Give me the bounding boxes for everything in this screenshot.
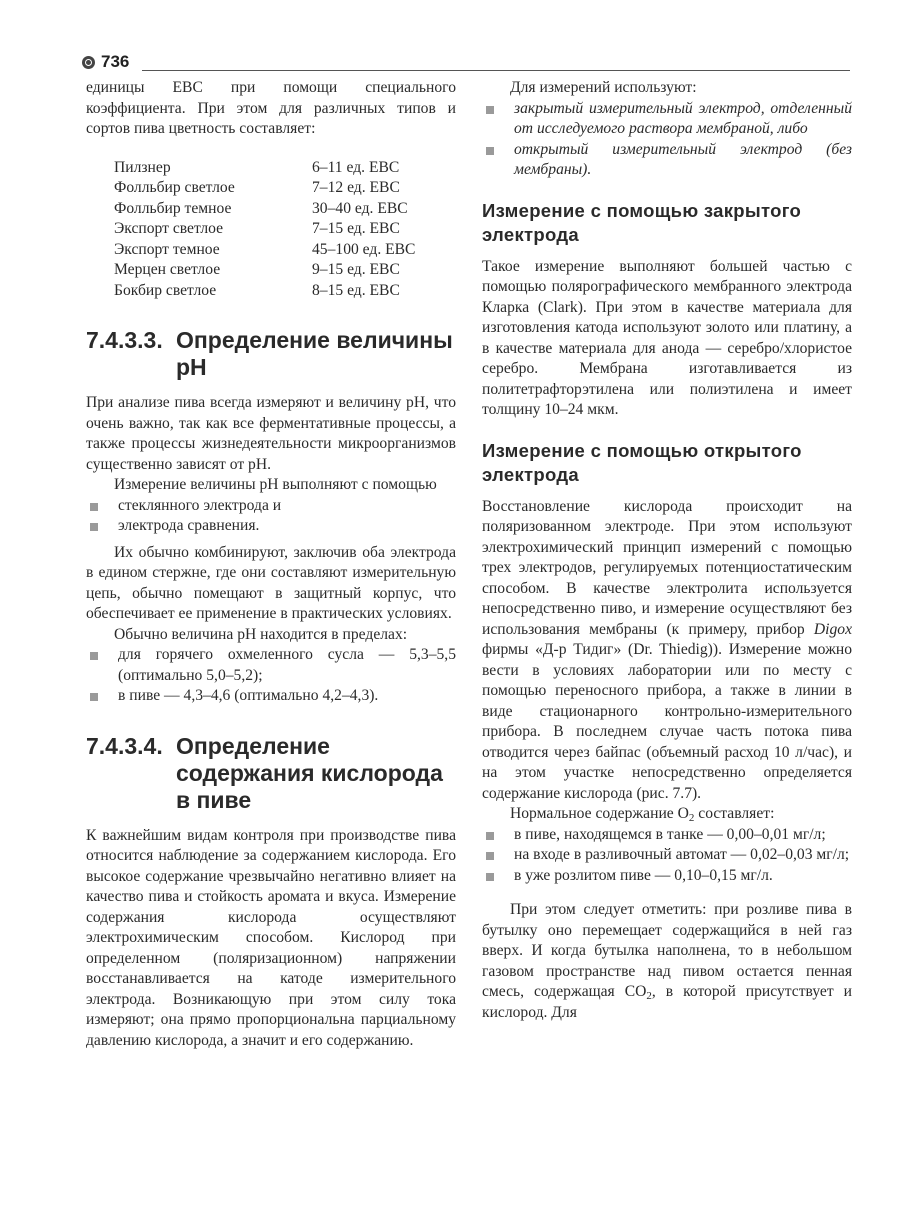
header-rule — [142, 70, 850, 71]
table-row: Мерцен светлое 9–15 ед. EBC — [114, 261, 400, 278]
paragraph: При анализе пива всегда измеряют и величину pH, что очень важно, так как все ферментативные процессы, а также процессы жизнедеятельности микроорганизмов существенно зависят от pH. — [86, 394, 456, 473]
list-item: в пиве, находящемся в танке — 0,00–0,01 мг/л; — [482, 825, 852, 846]
table-row: Фолльбир светлое 7–12 ед. EBC — [114, 179, 400, 196]
list-item: стеклянного электрода и — [86, 496, 456, 517]
list-item: для горячего охмеленного сусла — 5,3–5,5 (оптимально 5,0–5,2); — [86, 645, 456, 686]
table-row: Фолльбир темное 30–40 ед. EBC — [114, 199, 408, 217]
list-item: электрода сравнения. — [86, 516, 456, 537]
bullet-list — [86, 645, 456, 707]
subsection-heading-open-electrode: Измерение с помощью открытого электрода — [482, 439, 802, 485]
section-heading-oxygen — [86, 733, 456, 814]
list-item: в пиве — 4,3–4,6 (оптимально 4,2–4,3). — [86, 686, 456, 707]
page-number-text: 736 — [101, 52, 130, 71]
section-number: 7.4.3.3. — [86, 327, 163, 353]
left-column — [86, 78, 456, 1051]
color-table — [114, 158, 415, 302]
paragraph: Нормальное содержание $O_2$ составляет: — [510, 805, 775, 824]
intro-paragraph: единицы EBC при помощи специального коэффициента. При этом для различных типов и сортов пива цветность составляет: — [86, 79, 456, 137]
paragraph: Измерение величины pH выполняют с помощью — [114, 476, 437, 493]
paragraph: Такое измерение выполняют большей частью с помощью полярографического мембранного электрода Кларка (Clark). При этом в качестве материала для изготовления катода используют золото или платину, а в качестве материала для анода — серебро/хлористое серебро. Мембрана изготавливается из политетрафторэтилена или полиэтилена и имеет толщину 10–24 мкм. — [482, 257, 852, 418]
paragraph: Для измерений используют: — [510, 79, 697, 96]
list-item: открытый измерительный электрод (без мембраны). — [482, 140, 852, 181]
table-row: Пилзнер 6–11 ед. EBC — [114, 158, 400, 176]
page-marker-icon — [82, 56, 95, 69]
paragraph: К важнейшим видам контроля при производстве пива относится наблюдение за содержанием кислорода. Его высокое содержание чрезвычайно негативно влияет на качество пива и стойкость аромата и вкуса. Измерение содержания кислорода осуществляют электрохимическим способом. Кислород при определенном (поляризационном) напряжении восстанавливается на катоде измерительного электрода. Возникающую при этом силу тока измеряют; она прямо пропорциональна парциальному давлению кислорода, а значит и его содержанию. — [86, 826, 456, 1049]
paragraph: Их обычно комбинируют, заключив оба электрода в едином стержне, где они составляют измерительную цепь, обычно помещают в защитный корпус, что обеспечивает ее применение в практических условиях. — [86, 543, 456, 622]
list-item: на входе в разливочный автомат — 0,02–0,03 мг/л; — [482, 845, 852, 866]
paragraph: Восстановление кислорода происходит на поляризованном электроде. При этом используют электрохимический принцип измерений с помощью трех электродов, регулируемых потенциостатическим способом. В качестве электролита используется непосредственно пиво, и измерение осуществляют без использования мембраны (к примеру, прибор Digox фирмы «Д-р Тидиг» (Dr. Thiedig)). Измерение можно вести в условиях лаборатории или по месту с помощью переносного прибора, а также в линии в виде стационарного контрольно-измерительного прибора. В последнем случае часть потока пива отводится через байпас (объемный расход 10 л/час), и на этом участке непосредственно определяется содержание кислорода (рис. 7.7). — [482, 497, 852, 802]
table-row: Бокбир светлое 8–15 ед. EBC — [114, 281, 400, 299]
device-name: Digox — [813, 620, 852, 638]
bullet-list — [482, 825, 852, 887]
table-row: Экспорт темное 45–100 ед. EBC — [114, 240, 416, 258]
subsection-heading-closed-electrode: Измерение с помощью закрытого электрода — [482, 199, 802, 245]
section-number: 7.4.3.4. — [86, 732, 163, 759]
section-heading-ph — [86, 327, 456, 381]
bullet-list — [482, 99, 852, 181]
right-column — [482, 78, 852, 1023]
section-title: Определение содержания кислорода в пиве — [176, 732, 443, 813]
list-item: закрытый измерительный электрод, отделенный от исследуемого раствора мембраной, либо — [482, 99, 852, 140]
bullet-list — [86, 496, 456, 537]
page-number — [82, 52, 129, 72]
list-item: в уже розлитом пиве — 0,10–0,15 мг/л. — [482, 866, 852, 887]
section-title: Определение величины pH — [176, 327, 453, 380]
paragraph: При этом следует отметить: при розливе пива в бутылку оно перемещает содержащийся в ней газ вверх. И когда бутылка наполнена, то в небольшом газовом пространстве над пивом остается пенная смесь, содержащая $CO_2$, в которой присутствует и кислород. Для — [482, 901, 852, 1021]
table-row: Экспорт светлое 7–15 ед. EBC — [114, 220, 400, 237]
paragraph: Обычно величина pH находится в пределах: — [114, 625, 408, 643]
